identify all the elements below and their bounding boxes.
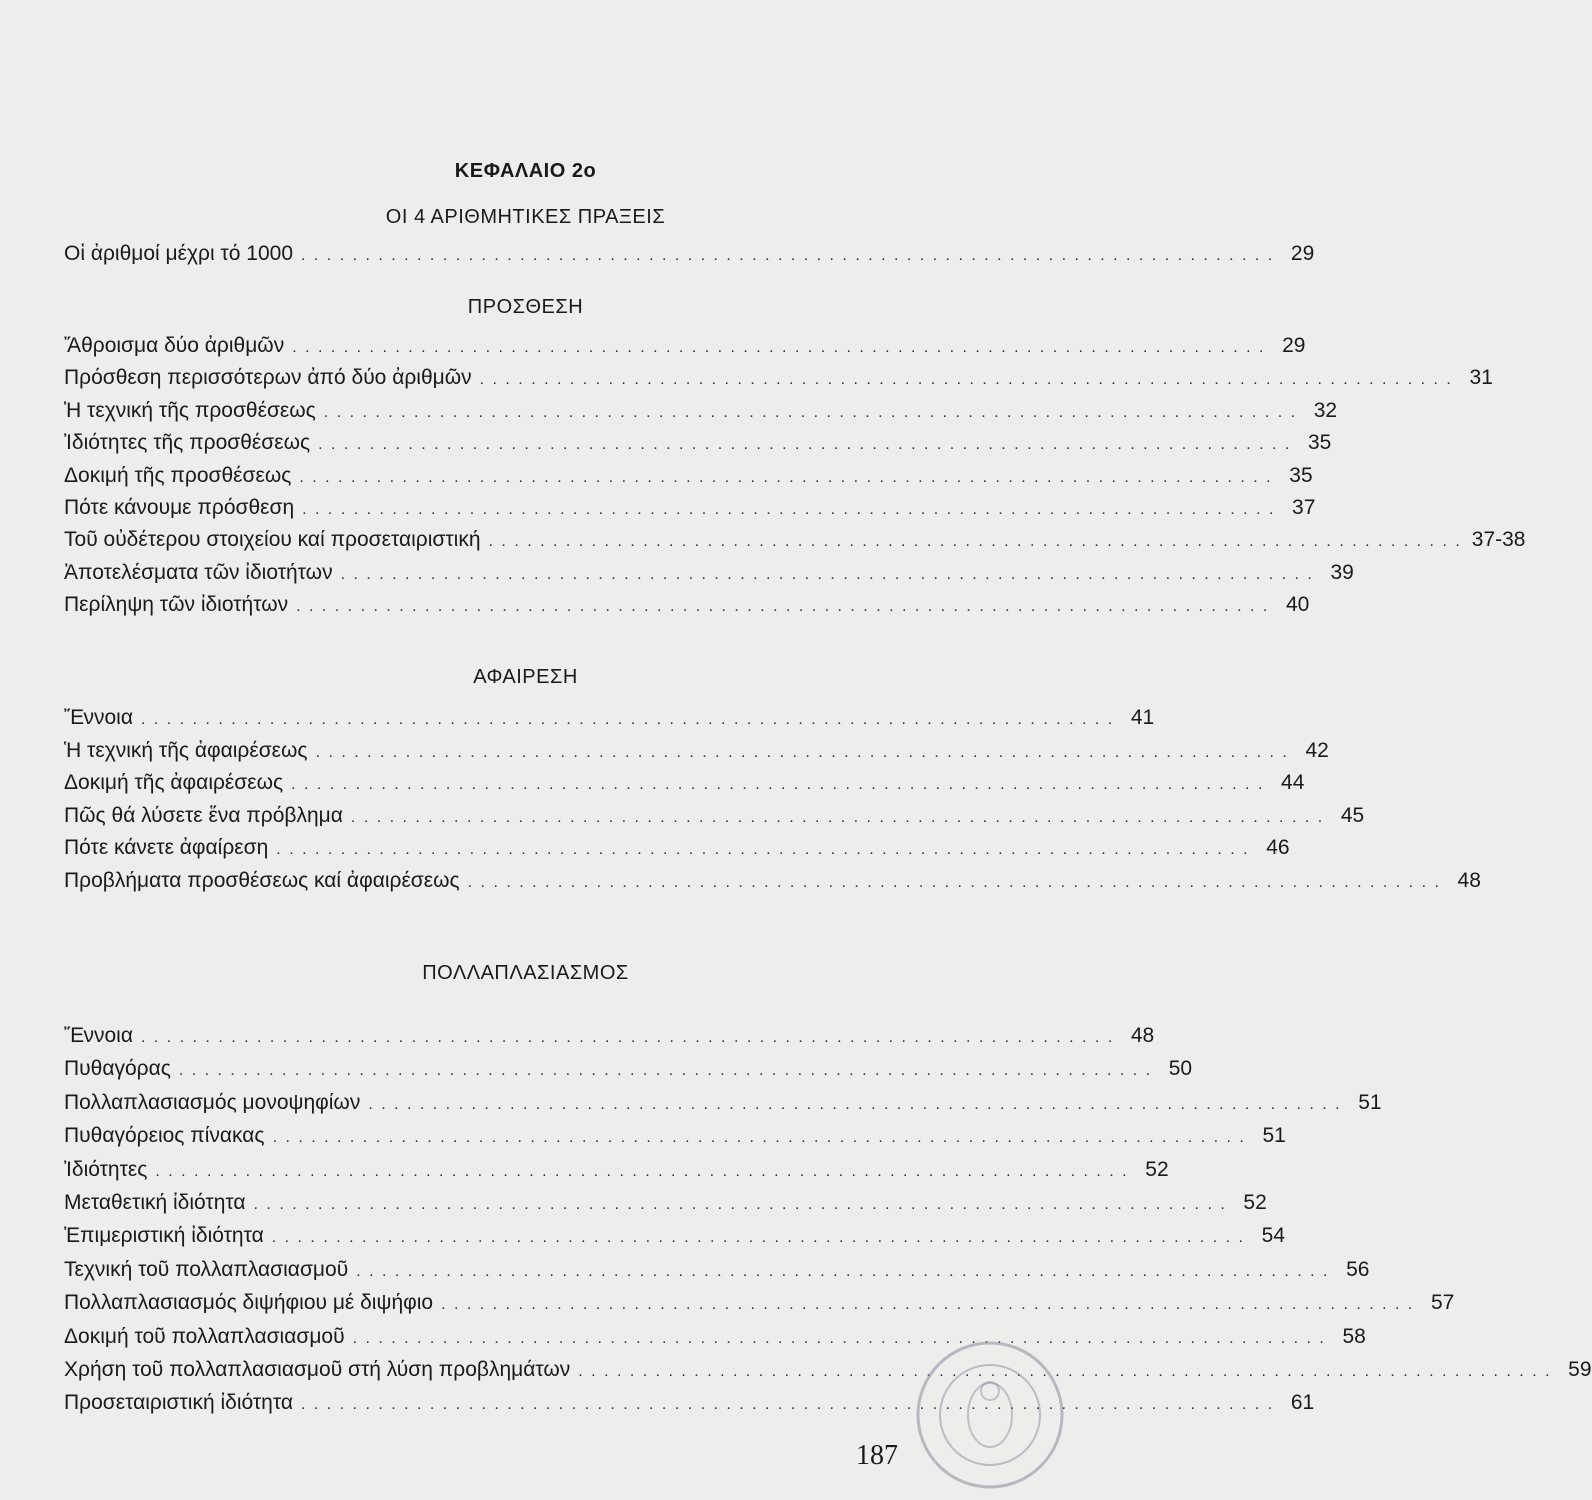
toc-entry-page: 35 — [1307, 431, 1332, 454]
toc-entry — [64, 1018, 1155, 1048]
chapter-title: ΚΕΦΑΛΑΙΟ 2ο — [454, 160, 597, 182]
toc-entry-page: 29 — [1290, 242, 1315, 265]
toc-entry-title: Πότε κάνετε ἀφαίρεση — [64, 836, 269, 859]
page-number: 187 — [856, 1440, 898, 1471]
toc-entry — [64, 1118, 1286, 1148]
toc-entry-title: Ἔννοια — [64, 1024, 133, 1047]
toc-entry — [64, 1285, 1455, 1315]
toc-entry-title: Ἡ τεχνική τῆς προσθέσεως — [64, 399, 316, 422]
dot-leader: . . . . . . . . . . . . . . . . . . . . . . . . . . . . . . . . . . . . . . . . . . . . . . . . . . . . . . . . . . . . . . . . . . . . . . . . . . . . — [578, 1363, 1552, 1380]
toc-entry-page: 39 — [1330, 561, 1354, 584]
toc-entry — [64, 1352, 1592, 1382]
dot-leader: . . . . . . . . . . . . . . . . . . . . . . . . . . . . . . . . . . . . . . . . . . . . . . . . . . . . . . . . . . . . . . . . . . . . . . . . . . . . — [272, 1129, 1246, 1146]
toc-entry-page: 61 — [1290, 1391, 1315, 1414]
toc-entry — [64, 798, 1365, 828]
toc-entry-title: Προσεταιριστική ἰδιότητα — [64, 1391, 293, 1414]
toc-entry — [64, 393, 1338, 423]
toc-entry — [64, 328, 1306, 358]
toc-entry-page: 48 — [1130, 1024, 1155, 1047]
dot-leader: . . . . . . . . . . . . . . . . . . . . . . . . . . . . . . . . . . . . . . . . . . . . . . . . . . . . . . . . . . . . . . . . . . . . . . . . . . . . — [340, 566, 1314, 583]
dot-leader: . . . . . . . . . . . . . . . . . . . . . . . . . . . . . . . . . . . . . . . . . . . . . . . . . . . . . . . . . . . . . . . . . . . . . . . . . . . . — [301, 247, 1275, 264]
toc-entry — [64, 700, 1155, 730]
dot-leader: . . . . . . . . . . . . . . . . . . . . . . . . . . . . . . . . . . . . . . . . . . . . . . . . . . . . . . . . . . . . . . . . . . . . . . . . . . . . — [441, 1296, 1415, 1313]
toc-entry-page: 37-38 — [1471, 528, 1526, 551]
toc-entry-page: 52 — [1243, 1191, 1267, 1214]
toc-entry-page: 41 — [1130, 706, 1155, 729]
toc-entry-title: Προβλήματα προσθέσεως καί ἀφαιρέσεως — [64, 869, 460, 892]
toc-entry-title: Πυθαγόρας — [64, 1057, 171, 1080]
toc-entry — [64, 765, 1305, 795]
toc-entry-title: Πῶς θά λύσετε ἕνα πρόβλημα — [64, 804, 343, 827]
dot-leader: . . . . . . . . . . . . . . . . . . . . . . . . . . . . . . . . . . . . . . . . . . . . . . . . . . . . . . . . . . . . . . . . . . . . . . . . . . . . — [140, 711, 1115, 728]
toc-entry-page: 29 — [1282, 334, 1306, 357]
dot-leader: . . . . . . . . . . . . . . . . . . . . . . . . . . . . . . . . . . . . . . . . . . . . . . . . . . . . . . . . . . . . . . . . . . . . . . . . . . . . — [271, 1229, 1245, 1246]
toc-entry-title: Πρόσθεση περισσότερων ἀπό δύο ἀριθμῶν — [64, 366, 472, 389]
dot-leader: . . . . . . . . . . . . . . . . . . . . . . . . . . . . . . . . . . . . . . . . . . . . . . . . . . . . . . . . . . . . . . . . . . . . . . . . . . . . — [315, 744, 1289, 761]
toc-entry — [64, 555, 1354, 585]
toc-entry-title: Τεχνική τοῦ πολλαπλασιασμοῦ — [64, 1258, 349, 1281]
toc-entry — [64, 1385, 1315, 1415]
dot-leader: . . . . . . . . . . . . . . . . . . . . . . . . . . . . . . . . . . . . . . . . . . . . . . . . . . . . . . . . . . . . . . . . . . . . . . . . . . . . — [300, 1396, 1275, 1413]
toc-entry-title: Πυθαγόρειος πίνακας — [64, 1124, 265, 1147]
dot-leader: . . . . . . . . . . . . . . . . . . . . . . . . . . . . . . . . . . . . . . . . . . . . . . . . . . . . . . . . . . . . . . . . . . . . . . . . . . . . — [323, 404, 1298, 421]
chapter-subtitle: ΟΙ 4 ΑΡΙΘΜΗΤΙΚΕΣ ΠΡΑΞΕΙΣ — [385, 206, 666, 228]
toc-entry-page: 50 — [1168, 1057, 1193, 1080]
toc-entry — [64, 490, 1316, 520]
dot-leader: . . . . . . . . . . . . . . . . . . . . . . . . . . . . . . . . . . . . . . . . . . . . . . . . . . . . . . . . . . . . . . . . . . . . . . . . . . . . — [467, 874, 1441, 891]
toc-entry-title: Οἱ ἀριθμοί μέχρι τό 1000 — [64, 242, 294, 265]
toc-entry — [64, 360, 1493, 390]
toc-entry-page: 40 — [1286, 593, 1310, 616]
toc-entry-page: 37 — [1292, 496, 1316, 519]
dot-leader: . . . . . . . . . . . . . . . . . . . . . . . . . . . . . . . . . . . . . . . . . . . . . . . . . . . . . . . . . . . . . . . . . . . . . . . . . . . . — [356, 1263, 1330, 1280]
dot-leader: . . . . . . . . . . . . . . . . . . . . . . . . . . . . . . . . . . . . . . . . . . . . . . . . . . . . . . . . . . . . . . . . . . . . . . . . . . . . — [140, 1029, 1115, 1046]
dot-leader: . . . . . . . . . . . . . . . . . . . . . . . . . . . . . . . . . . . . . . . . . . . . . . . . . . . . . . . . . . . . . . . . . . . . . . . . . . . . — [488, 533, 1462, 550]
toc-entry-page: 31 — [1469, 366, 1493, 389]
toc-entry-page: 46 — [1266, 836, 1290, 859]
toc-entry-title: Ἡ τεχνική τῆς ἀφαιρέσεως — [64, 739, 308, 762]
toc-entry — [64, 458, 1313, 488]
toc-entry-title: Δοκιμή τῆς προσθέσεως — [64, 464, 292, 487]
dot-leader: . . . . . . . . . . . . . . . . . . . . . . . . . . . . . . . . . . . . . . . . . . . . . . . . . . . . . . . . . . . . . . . . . . . . . . . . . . . . — [296, 598, 1270, 615]
toc-entry-page: 57 — [1430, 1291, 1455, 1314]
section-heading-multiplication: ΠΟΛΛΑΠΛΑΣΙΑΣΜΟΣ — [422, 962, 629, 984]
dot-leader: . . . . . . . . . . . . . . . . . . . . . . . . . . . . . . . . . . . . . . . . . . . . . . . . . . . . . . . . . . . . . . . . . . . . . . . . . . . . — [350, 809, 1325, 826]
toc-entry-title: Ἀποτελέσματα τῶν ἰδιοτήτων — [64, 561, 333, 584]
toc-entry — [64, 1085, 1382, 1115]
toc-entry-page: 54 — [1261, 1224, 1285, 1247]
toc-entry-page: 51 — [1358, 1091, 1382, 1114]
toc-entry-page: 42 — [1305, 739, 1329, 762]
dot-leader: . . . . . . . . . . . . . . . . . . . . . . . . . . . . . . . . . . . . . . . . . . . . . . . . . . . . . . . . . . . . . . . . . . . . . . . . . . . . — [318, 436, 1292, 453]
toc-entry — [64, 522, 1526, 552]
dot-leader: . . . . . . . . . . . . . . . . . . . . . . . . . . . . . . . . . . . . . . . . . . . . . . . . . . . . . . . . . . . . . . . . . . . . . . . . . . . . — [253, 1196, 1227, 1213]
toc-entry-title: Ἰδιότητες τῆς προσθέσεως — [64, 431, 311, 454]
toc-entry-page: 56 — [1346, 1258, 1370, 1281]
toc-entry-page: 45 — [1340, 804, 1365, 827]
toc-entry-title: Ἔννοια — [64, 706, 133, 729]
toc-entry — [64, 830, 1290, 860]
toc-entry-title: Δοκιμή τῆς ἀφαιρέσεως — [64, 771, 284, 794]
toc-entry-page: 52 — [1145, 1158, 1169, 1181]
toc-entry — [64, 863, 1481, 893]
dot-leader: . . . . . . . . . . . . . . . . . . . . . . . . . . . . . . . . . . . . . . . . . . . . . . . . . . . . . . . . . . . . . . . . . . . . . . . . . . . . — [368, 1096, 1342, 1113]
toc-entry-title: Ἰδιότητες — [64, 1158, 148, 1181]
toc-entry-page: 51 — [1262, 1124, 1286, 1147]
section-heading-subtraction: ΑΦΑΙΡΕΣΗ — [473, 666, 578, 688]
dot-leader: . . . . . . . . . . . . . . . . . . . . . . . . . . . . . . . . . . . . . . . . . . . . . . . . . . . . . . . . . . . . . . . . . . . . . . . . . . . . — [352, 1330, 1326, 1347]
dot-leader: . . . . . . . . . . . . . . . . . . . . . . . . . . . . . . . . . . . . . . . . . . . . . . . . . . . . . . . . . . . . . . . . . . . . . . . . . . . . — [178, 1062, 1153, 1079]
toc-entry — [64, 1319, 1366, 1349]
toc-entry-title: Περίληψη τῶν ἰδιοτήτων — [64, 593, 289, 616]
dot-leader: . . . . . . . . . . . . . . . . . . . . . . . . . . . . . . . . . . . . . . . . . . . . . . . . . . . . . . . . . . . . . . . . . . . . . . . . . . . . — [299, 469, 1273, 486]
toc-entry-title: Ἐπιμεριστική ἰδιότητα — [64, 1224, 264, 1247]
toc-entry-page: 35 — [1289, 464, 1313, 487]
toc-entry-page: 48 — [1457, 869, 1481, 892]
library-stamp — [895, 1325, 1055, 1500]
dot-leader: . . . . . . . . . . . . . . . . . . . . . . . . . . . . . . . . . . . . . . . . . . . . . . . . . . . . . . . . . . . . . . . . . . . . . . . . . . . . — [292, 339, 1266, 356]
toc-entry — [64, 425, 1332, 455]
dot-leader: . . . . . . . . . . . . . . . . . . . . . . . . . . . . . . . . . . . . . . . . . . . . . . . . . . . . . . . . . . . . . . . . . . . . . . . . . . . . — [291, 776, 1265, 793]
toc-entry — [64, 587, 1310, 617]
toc-entry — [64, 733, 1329, 763]
toc-entry-title: Τοῦ οὐδέτερου στοιχείου καί προσεταιριστική — [64, 528, 481, 551]
toc-entry — [64, 1051, 1193, 1081]
dot-leader: . . . . . . . . . . . . . . . . . . . . . . . . . . . . . . . . . . . . . . . . . . . . . . . . . . . . . . . . . . . . . . . . . . . . . . . . . . . . — [276, 841, 1250, 858]
toc-entry-title: Χρήση τοῦ πολλαπλασιασμοῦ στή λύση προβλημάτων — [64, 1358, 571, 1381]
toc-entry — [64, 1185, 1267, 1215]
toc-entry-title: Πολλαπλασιασμός μονοψηφίων — [64, 1091, 361, 1114]
section-heading-addition: ΠΡΟΣΘΕΣΗ — [467, 296, 584, 318]
toc-entry-title: Πολλαπλασιασμός διψήφιου μέ διψήφιο — [64, 1291, 434, 1314]
toc-entry — [64, 236, 1315, 266]
toc-entry-title: Πότε κάνουμε πρόσθεση — [64, 496, 295, 519]
toc-entry-page: 32 — [1313, 399, 1338, 422]
toc-entry — [64, 1252, 1370, 1282]
toc-entry — [64, 1152, 1169, 1182]
toc-entry — [64, 1218, 1285, 1248]
toc-entry-title: Δοκιμή τοῦ πολλαπλασιασμοῦ — [64, 1325, 345, 1348]
dot-leader: . . . . . . . . . . . . . . . . . . . . . . . . . . . . . . . . . . . . . . . . . . . . . . . . . . . . . . . . . . . . . . . . . . . . . . . . . . . . — [155, 1163, 1129, 1180]
dot-leader: . . . . . . . . . . . . . . . . . . . . . . . . . . . . . . . . . . . . . . . . . . . . . . . . . . . . . . . . . . . . . . . . . . . . . . . . . . . . — [479, 371, 1453, 388]
toc-entry-page: 44 — [1281, 771, 1305, 794]
toc-entry-title: Μεταθετική ἰδιότητα — [64, 1191, 246, 1214]
toc-entry-title: Ἄθροισμα δύο ἀριθμῶν — [64, 334, 285, 357]
toc-entry-page: 58 — [1342, 1325, 1366, 1348]
toc-entry-page: 59 — [1568, 1358, 1592, 1381]
dot-leader: . . . . . . . . . . . . . . . . . . . . . . . . . . . . . . . . . . . . . . . . . . . . . . . . . . . . . . . . . . . . . . . . . . . . . . . . . . . . — [302, 501, 1276, 518]
